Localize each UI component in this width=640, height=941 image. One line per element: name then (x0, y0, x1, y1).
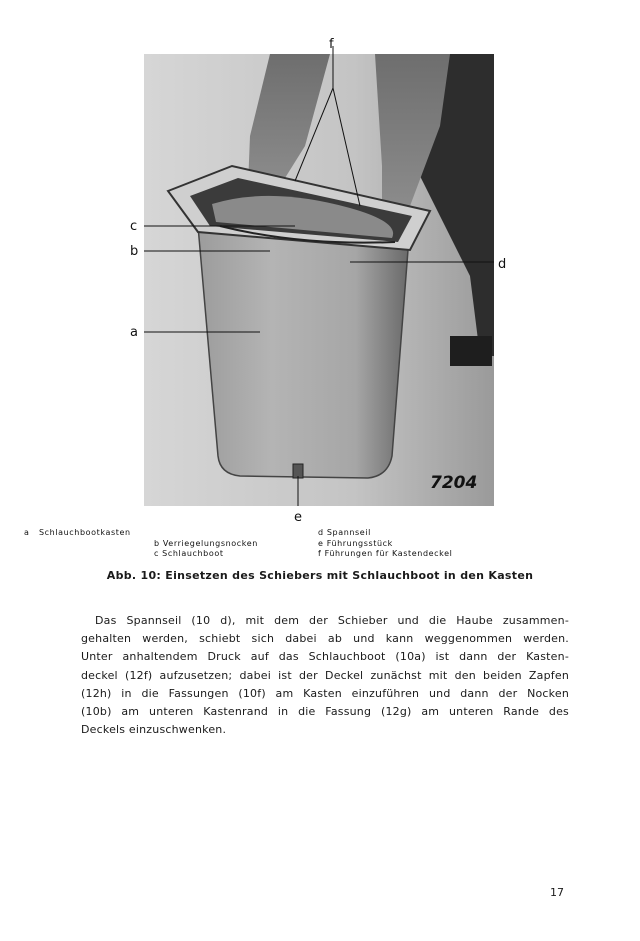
callout-e: e (294, 510, 302, 525)
callout-b: b (130, 244, 139, 259)
legend-text: Schlauchboot (162, 549, 224, 558)
body-line: gehalten werden, schiebt sich dabei ab und kann weggenommen werden. (81, 632, 569, 646)
body-line: Unter anhaltendem Druck auf das Schlauchboot (10a) ist dann der Kasten- (81, 650, 569, 664)
legend-key: e (318, 539, 324, 548)
guide-piece (293, 464, 303, 478)
legend-key: d (318, 528, 324, 537)
legend-text: Verriegelungsnocken (162, 539, 258, 548)
callout-c: c (130, 219, 138, 234)
figure-caption: Abb. 10: Einsetzen des Schiebers mit Schlauchboot in den Kasten (106, 569, 534, 582)
legend-item-b (154, 539, 258, 548)
legend-item-a (24, 528, 131, 537)
page-number: 17 (550, 886, 564, 899)
body-line: Das Spannseil (10 d), mit dem der Schieber und die Haube zusammen- (95, 614, 569, 627)
body-line: (12h) in die Fassungen (10f) am Kasten einzuführen und dann der Nocken (81, 686, 569, 700)
figure-photo (120, 36, 520, 526)
body-line: deckel (12f) aufzusetzen; dabei ist der Deckel zunächst mit den beiden Zapfen (81, 668, 569, 682)
legend-item-c (154, 549, 224, 558)
photo-number: 7204 (430, 473, 478, 493)
legend-key: b (154, 539, 160, 548)
figure (120, 36, 520, 526)
legend-item-d (318, 528, 371, 537)
body-line: Deckels einzuschwenken. (81, 723, 227, 737)
body-paragraph (81, 612, 569, 739)
legend-key: a (24, 528, 30, 537)
legend-text: Spannseil (326, 528, 371, 537)
legend-text: Schlauchbootkasten (38, 528, 131, 537)
body-line: (10b) am unteren Kastenrand in die Fassung (12g) am unteren Rande des (81, 705, 569, 719)
legend-text: Führungen für Kastendeckel (324, 549, 453, 558)
legend-key: c (154, 549, 159, 558)
callout-f: f (329, 37, 334, 52)
callout-d: d (498, 257, 507, 272)
legend-item-e (318, 539, 393, 548)
callout-a: a (130, 325, 138, 340)
legend-key: f (318, 549, 322, 558)
legend-item-f (318, 549, 452, 558)
boat-box (198, 226, 408, 478)
legend-text: Führungsstück (326, 539, 393, 548)
